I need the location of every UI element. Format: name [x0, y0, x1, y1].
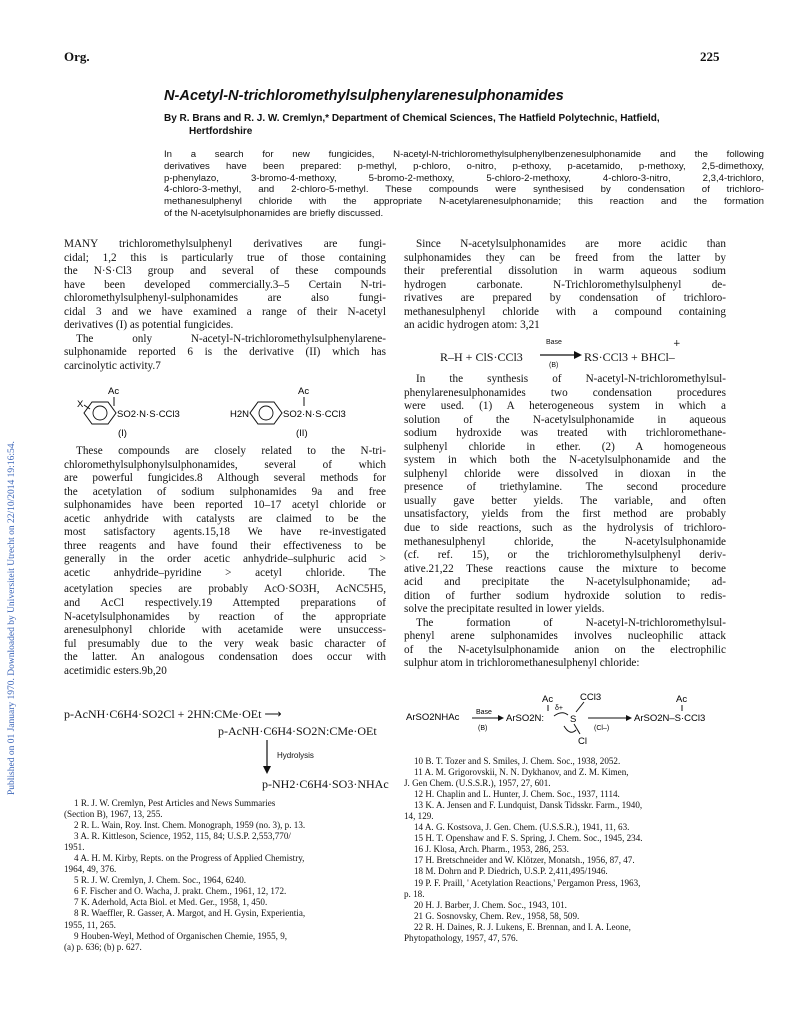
abstract-line: In a search for new fungicides, N-acetyl-N-trichloromethylsulphenylbenzenesulphonamide and the following: [164, 149, 764, 160]
text-line: hydrogen carbonate. N-Trichloromethylsulphenyl de-: [404, 278, 726, 291]
reference-item: 17 H. Bretschneider and W. Klötzer, Monatsh., 1956, 87, 47.: [414, 855, 635, 866]
text-line: three reagents and have found their effectiveness to be: [64, 539, 386, 552]
article-title: N-Acetyl-N-trichloromethylsulphenylarenesulphonamides: [164, 88, 564, 104]
right-arrow-icon: [540, 350, 582, 360]
text-line: sulphur atom in trichloromethanesulphenyl chloride:: [404, 657, 640, 670]
text-line: dition of further sodium hydroxide solution to redis-: [404, 589, 726, 602]
scheme-cl: Cl: [578, 736, 587, 747]
byline-location: Hertfordshire: [189, 126, 253, 137]
reference-item: Phytopathology, 1957, 47, 576.: [404, 932, 518, 943]
reference-item: 15 H. T. Openshaw and F. S. Spring, J. Chem. Soc., 1945, 234.: [414, 833, 643, 844]
text-line: acetic anhydride with catalysts are claimed to be the: [64, 512, 386, 525]
text-line: acetic anhydride–pyridine > acetyl chloride. The: [64, 566, 386, 579]
text-line: sulphonamides they can be freed from the latter by: [404, 251, 726, 264]
download-sidebar-text: Published on 01 January 1970. Downloaded by Universiteit Utrecht on 22/10/2014 19:16:54.: [7, 441, 17, 795]
journal-section: Org.: [64, 49, 90, 64]
structure-I-label: (I): [118, 428, 127, 439]
structure-II-group: SO2·N·S·CCl3: [283, 409, 346, 420]
equation-lhs: R–H + ClS·CCl3: [440, 350, 523, 364]
text-line: ful presumably due to the very weak basic character of: [64, 637, 386, 650]
abstract-line: derivatives have been prepared: p-methyl, p-chloro, o-nitro, p-ethoxy, p-acetamido, p-methoxy, 2,5-dimethoxy,: [164, 160, 764, 172]
text-line: phenyl arene sulphonamides involves nucleophilic attack: [404, 630, 726, 643]
text-line: solve the precipitate resulted in lower yields.: [404, 603, 605, 616]
scheme-end-ac: Ac: [676, 694, 688, 705]
text-line: Since N-acetylsulphonamides are more acidic than: [416, 238, 726, 250]
text-line: rivatives are prepared by condensation of trichloro-: [404, 292, 726, 305]
byline-authors: By R. Brans and R. J. W. Cremlyn,* Department of Chemical Sciences, The Hatfield Polytechnic, Hatfield,: [164, 113, 660, 124]
down-arrow-icon: [262, 740, 272, 774]
text-line: acetylation species are probably AcO·SO3H, AcNC5H5,: [64, 583, 386, 596]
reference-item: 9 Houben-Weyl, Method of Organischen Chemie, 1955, 9,: [74, 930, 288, 941]
text-line: acetimidic esters.9b,20: [64, 664, 167, 677]
text-line: The formation of N-acetyl-N-trichloromethylsul-: [416, 616, 726, 629]
abstract-line: of the N-acetylsulphonamides are briefly discussed.: [164, 207, 384, 219]
right-intro-paragraph: [404, 238, 726, 333]
benzene-ring-icon: [84, 402, 116, 424]
text-line: their preferential dissolution in warm aqueous sodium: [404, 265, 726, 278]
reference-item: 5 R. J. W. Cremlyn, J. Chem. Soc., 1964, 6240.: [74, 875, 247, 886]
structure-II-ac-label: Ac: [298, 386, 310, 397]
reference-item: 14 A. G. Kostsova, J. Gen. Chem. (U.S.S.R.), 1941, 11, 63.: [414, 822, 630, 833]
reference-item: 10 B. T. Tozer and S. Smiles, J. Chem. Soc., 1938, 2052.: [414, 756, 621, 766]
reference-item: 1964, 49, 376.: [64, 864, 117, 875]
text-line: system in which both the N-acetylsulphonamide and the: [404, 454, 726, 467]
scheme-base-label: Base: [476, 709, 492, 716]
reference-item: 8 R. Waeffler, R. Gasser, A. Margot, and H. Gysin, Experientia,: [74, 908, 306, 919]
text-line: ative.21,22 These reactions cause the mixture to become: [404, 562, 726, 575]
scheme-mid-ac: Ac: [542, 694, 554, 705]
scheme-end: ArSO2N–S·CCl3: [634, 713, 706, 724]
text-line: have been developed commercially.3–5 Certain N-tri-: [64, 278, 386, 291]
text-line: These compounds are closely related to the N-tri-: [76, 445, 386, 457]
text-line: are powerful fungicides.8 Although several methods for: [64, 472, 386, 485]
reference-item: p. 18.: [404, 888, 425, 899]
reference-item: 1955, 11, 265.: [64, 919, 116, 930]
reference-item: 6 F. Fischer and O. Wacha, J. prakt. Chem., 1961, 12, 172.: [74, 886, 287, 897]
scheme-ccl3: CCl3: [580, 692, 602, 703]
reference-item: (Section B), 1967, 13, 255.: [64, 809, 163, 820]
page-number: 225: [700, 49, 720, 64]
hydrolysis-label: Hydrolysis: [277, 751, 314, 760]
scheme-s-atom: S: [570, 714, 577, 725]
structures-I-II: [64, 384, 386, 442]
right-main-paragraph: [404, 373, 726, 671]
references-right: [404, 756, 726, 944]
text-line: acid and precipitate the N-acetylsulphonamide; ad-: [404, 576, 726, 589]
text-line: arenesulphonyl chloride with acetamide were unsuccess-: [64, 624, 386, 637]
reference-item: J. Gen Chem. (U.S.S.R.), 1957, 27, 601.: [404, 778, 551, 789]
text-line: the N·S·Cl3 group and several of these compounds: [64, 265, 386, 278]
scheme-mid-anion: ArSO2N:: [506, 713, 545, 724]
reference-item: 1951.: [64, 842, 85, 853]
text-line: methanesulphenyl chloride, the N-acetylsulphonamide: [404, 535, 726, 548]
reference-item: 20 H. J. Barber, J. Chem. Soc., 1943, 101.: [414, 899, 567, 910]
reference-item: 3 A. R. Kittleson, Science, 1952, 115, 84; U.S.P. 2,553,770/: [74, 831, 291, 842]
reference-item: 11 A. M. Grigorovskii, N. N. Dykhanov, and Z. M. Kimen,: [414, 767, 629, 778]
text-line: presence of triethylamine. The second procedure: [404, 481, 726, 494]
reference-item: 21 G. Sosnovsky, Chem. Rev., 1958, 58, 509.: [414, 910, 580, 921]
reference-item: (a) p. 636; (b) p. 627.: [64, 941, 142, 952]
reference-item: 18 M. Dohrn and P. Diedrich, U.S.P. 2,411,495/1946.: [414, 866, 608, 877]
structure-II-label: (II): [296, 428, 308, 439]
structure-I-x-label: X: [77, 399, 84, 410]
reference-item: 1 R. J. W. Cremlyn, Pest Articles and News Summaries: [74, 798, 276, 808]
structure-I-group: SO2·N·S·CCl3: [117, 409, 180, 420]
reference-item: 19 P. F. Praill, ' Acetylation Reactions,' Pergamon Press, 1963,: [414, 877, 641, 888]
text-line: the acetylation of sodium sulphonamides 9a and free: [64, 485, 386, 498]
text-line: sulphenyl chloride in ether. (2) A homogeneous: [404, 440, 726, 453]
equation-rhs: RS·CCl3 + BHCl–: [584, 350, 675, 364]
text-line: due to side reactions, such as the hydrolysis of trichloro-: [404, 522, 726, 535]
text-line: sulphonamide reported 6 is the derivative (II) which has: [64, 346, 386, 359]
text-line: usually gave better yields. The variable, and often: [404, 494, 726, 507]
text-line: generally in the order acetic anhydride–sulphuric acid >: [64, 553, 386, 566]
text-line: chloromethylsulphonylsulphonamides, several of which: [64, 458, 386, 471]
text-line: The only N-acetyl-N-trichloromethylsulphenylarene-: [76, 332, 386, 345]
reference-item: 14, 129.: [404, 811, 434, 822]
scheme-left-line2: p-AcNH·C6H4·SO2N:CMe·OEt: [218, 724, 377, 738]
reference-item: 2 R. L. Wain, Roy. Inst. Chem. Monograph, 1959 (no. 3), p. 13.: [74, 820, 306, 831]
reference-item: 12 H. Chaplin and L. Hunter, J. Chem. Soc., 1937, 1114.: [414, 789, 620, 800]
text-line: sulphonamides have been reported 10–17 acetyl chloride or: [64, 499, 386, 512]
structure-II-amine: H2N: [230, 409, 250, 420]
reference-item: 7 K. Aderhold, Acta Biol. et Med. Ger., 1958, 1, 450.: [74, 897, 268, 908]
text-line: derivatives (I) as potential fungicides.: [64, 319, 234, 332]
text-line: an acidic hydrogen atom: 3,21: [404, 319, 540, 332]
abstract-line: methanesulphenyl chloride with the appropriate N-acetylarenesulphonamide; this reaction and the formation: [164, 196, 764, 208]
reference-item: 13 K. A. Jensen and F. Lundquist, Dansk Tidsskr. Farm., 1940,: [414, 800, 643, 811]
text-line: In the synthesis of N-acetyl-N-trichloromethylsul-: [416, 373, 726, 385]
abstract-line: p-phenylazo, 3-bromo-4-methoxy, 5-bromo-2-methoxy, 5-chloro-2-methoxy, 4-chloro-3-nitro, 2,3,4-trichloro,: [164, 172, 764, 184]
text-line: carcinolytic activity.7: [64, 359, 161, 372]
abstract: [164, 149, 764, 220]
curved-arrow-icon: [554, 713, 568, 716]
references-left: [64, 798, 386, 953]
structure-I-ac-label: Ac: [108, 386, 120, 397]
equation-base-label: Base: [546, 339, 562, 346]
text-line: were used. (1) A heterogeneous system in which a: [404, 400, 726, 413]
scheme-cl-minus: (Cl–): [594, 725, 610, 732]
abstract-line: 4-chloro-3-methyl, and 2-chloro-5-methyl. These compounds were synthesised by condensation of trichloro-: [164, 184, 764, 196]
text-line: chloromethylsulphenyl-sulphonamides are also fungi-: [64, 292, 386, 305]
benzene-ring-icon: [250, 402, 282, 424]
text-line: methanesulphenyl chloride with a compound containing: [404, 305, 726, 318]
text-line: and AcCl respectively.19 Attempted preparations of: [64, 597, 386, 610]
text-line: MANY trichloromethylsulphenyl derivatives are fungi-: [64, 238, 386, 250]
text-line: most satisfactory agents.15,18 We have re-investigated: [64, 526, 386, 539]
text-line: phenylarenesulphonamides two condensation procedures: [404, 386, 726, 399]
text-line: cidal; 1,2 this is particularly true of those containing: [64, 251, 386, 264]
scheme-b-label: (B): [478, 725, 488, 732]
text-line: N-acetylsulphonamides by reaction of the appropriate: [64, 610, 386, 623]
plus-charge-icon: +: [673, 339, 681, 349]
text-line: sulphenyl chloride were dissolved in dioxan in the: [404, 467, 726, 480]
scheme-start: ArSO2NHAc: [406, 712, 460, 723]
mechanism-scheme: [404, 690, 744, 750]
left-intro-paragraph: [64, 238, 386, 373]
curved-arrow-icon: [564, 726, 576, 732]
left-main-paragraph: [64, 445, 386, 678]
delta-plus-label: δ+: [555, 705, 563, 712]
text-line: the latter. An analogous condensation does occur with: [64, 651, 386, 664]
text-line: solution of the N-acetylsulphonamide in aqueous: [404, 413, 726, 426]
text-line: sodium hydroxide was treated with trichloromethane-: [404, 427, 726, 440]
scheme-left-line1: p-AcNH·C6H4·SO2Cl + 2HN:CMe·OEt ⟶: [64, 707, 282, 721]
reference-item: 4 A. H. M. Kirby, Repts. on the Progress of Applied Chemistry,: [74, 853, 305, 864]
text-line: of the N-acetylsulphonamide anion on the electrophilic: [404, 643, 726, 656]
byline: [164, 112, 764, 138]
text-line: (cf. ref. 15), or the trichloromethylsulphenyl deriv-: [404, 549, 726, 562]
reference-item: 16 J. Klosa, Arch. Pharm., 1953, 286, 253.: [414, 844, 569, 855]
equation-b-label: (B): [549, 362, 559, 369]
scheme-left-line3: p-NH2·C6H4·SO3·NHAc: [262, 777, 389, 791]
text-line: cidal 3 and we have examined a range of their N-acetyl: [64, 305, 386, 318]
reference-item: 22 R. H. Daines, R. J. Lukens, E. Brennan, and I. A. Leone,: [414, 921, 631, 932]
text-line: unsatisfactory, yields from the first method are probably: [404, 508, 726, 521]
